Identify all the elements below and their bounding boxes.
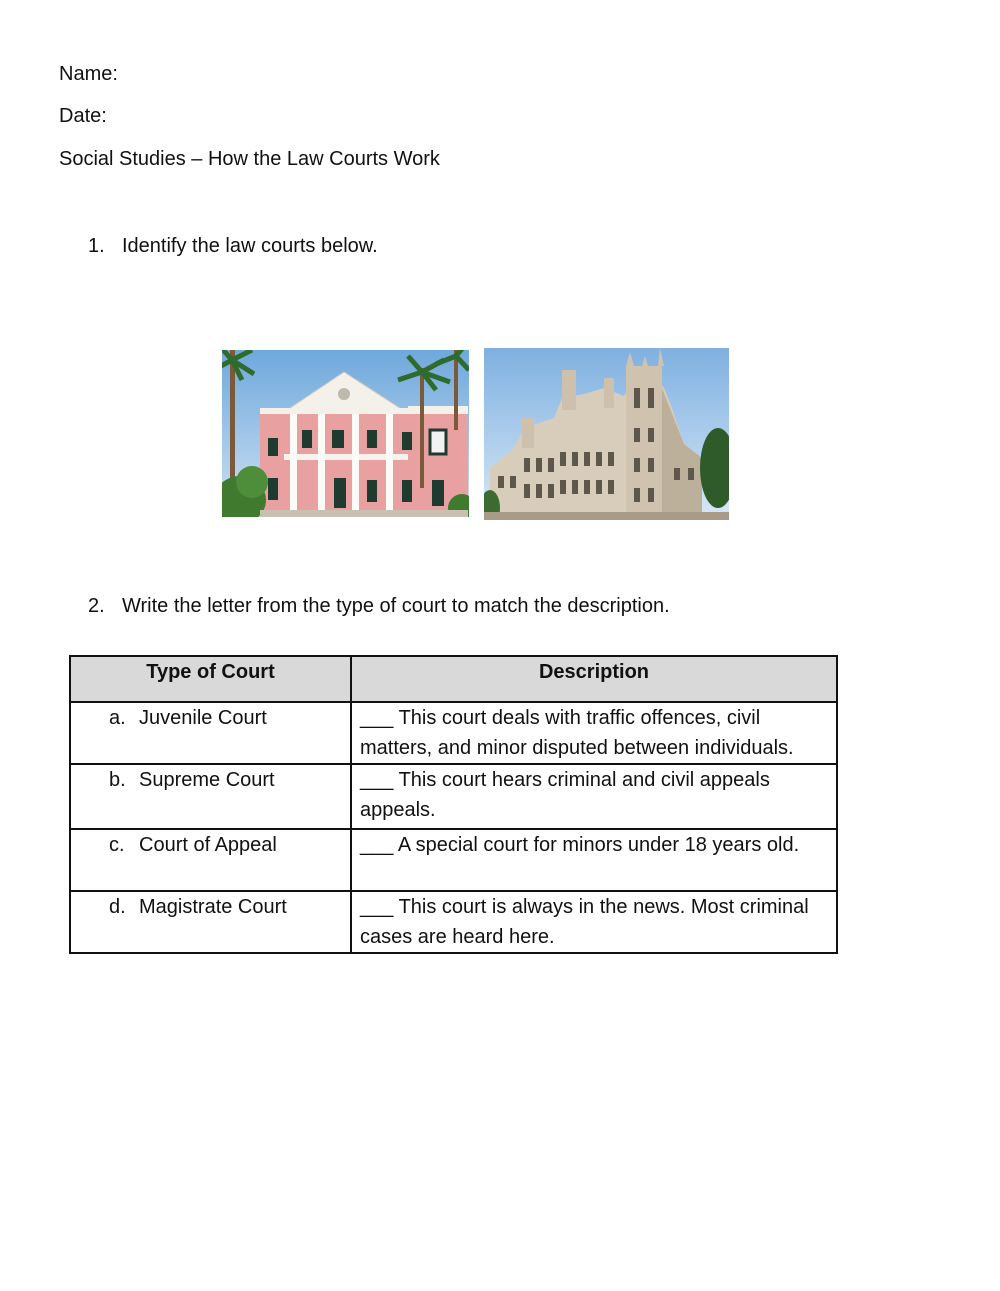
court-description[interactable]: ___ This court is always in the news. Most criminal cases are heard here. bbox=[351, 891, 837, 953]
court-type-cell bbox=[70, 829, 351, 891]
court-matching-table bbox=[69, 655, 838, 954]
table-row bbox=[70, 764, 837, 829]
court-letter: d. bbox=[109, 896, 126, 918]
table-row bbox=[70, 702, 837, 764]
table-header-row bbox=[70, 656, 837, 702]
court-type-cell bbox=[70, 702, 351, 764]
header-description: Description bbox=[351, 656, 837, 702]
table-row bbox=[70, 829, 837, 891]
court-type-cell bbox=[70, 764, 351, 829]
court-type: Supreme Court bbox=[139, 769, 275, 791]
pink-colonial-courthouse-photo bbox=[222, 350, 469, 517]
question-2-text: Write the letter from the type of court to match the description. bbox=[122, 595, 670, 617]
court-type: Court of Appeal bbox=[139, 834, 277, 856]
court-type-cell bbox=[70, 891, 351, 953]
gothic-stone-courthouse-photo bbox=[484, 348, 729, 520]
question-1 bbox=[88, 234, 378, 258]
header-type-of-court: Type of Court bbox=[70, 656, 351, 702]
question-1-number: 1. bbox=[88, 235, 105, 257]
question-1-text: Identify the law courts below. bbox=[122, 235, 378, 257]
date-label: Date: bbox=[59, 105, 107, 127]
court-description[interactable]: ___ This court deals with traffic offences, civil matters, and minor disputed between individuals. bbox=[351, 702, 837, 764]
question-2 bbox=[88, 594, 670, 618]
court-letter: c. bbox=[109, 834, 125, 856]
table-row bbox=[70, 891, 837, 953]
name-label: Name: bbox=[59, 63, 118, 85]
worksheet-title: Social Studies – How the Law Courts Work bbox=[59, 148, 440, 170]
court-type: Juvenile Court bbox=[139, 707, 267, 729]
court-description[interactable]: ___ This court hears criminal and civil appeals appeals. bbox=[351, 764, 837, 829]
court-letter: b. bbox=[109, 769, 126, 791]
court-type: Magistrate Court bbox=[139, 896, 287, 918]
question-2-number: 2. bbox=[88, 595, 105, 617]
court-letter: a. bbox=[109, 707, 126, 729]
court-description[interactable]: ___ A special court for minors under 18 years old. bbox=[351, 829, 837, 891]
